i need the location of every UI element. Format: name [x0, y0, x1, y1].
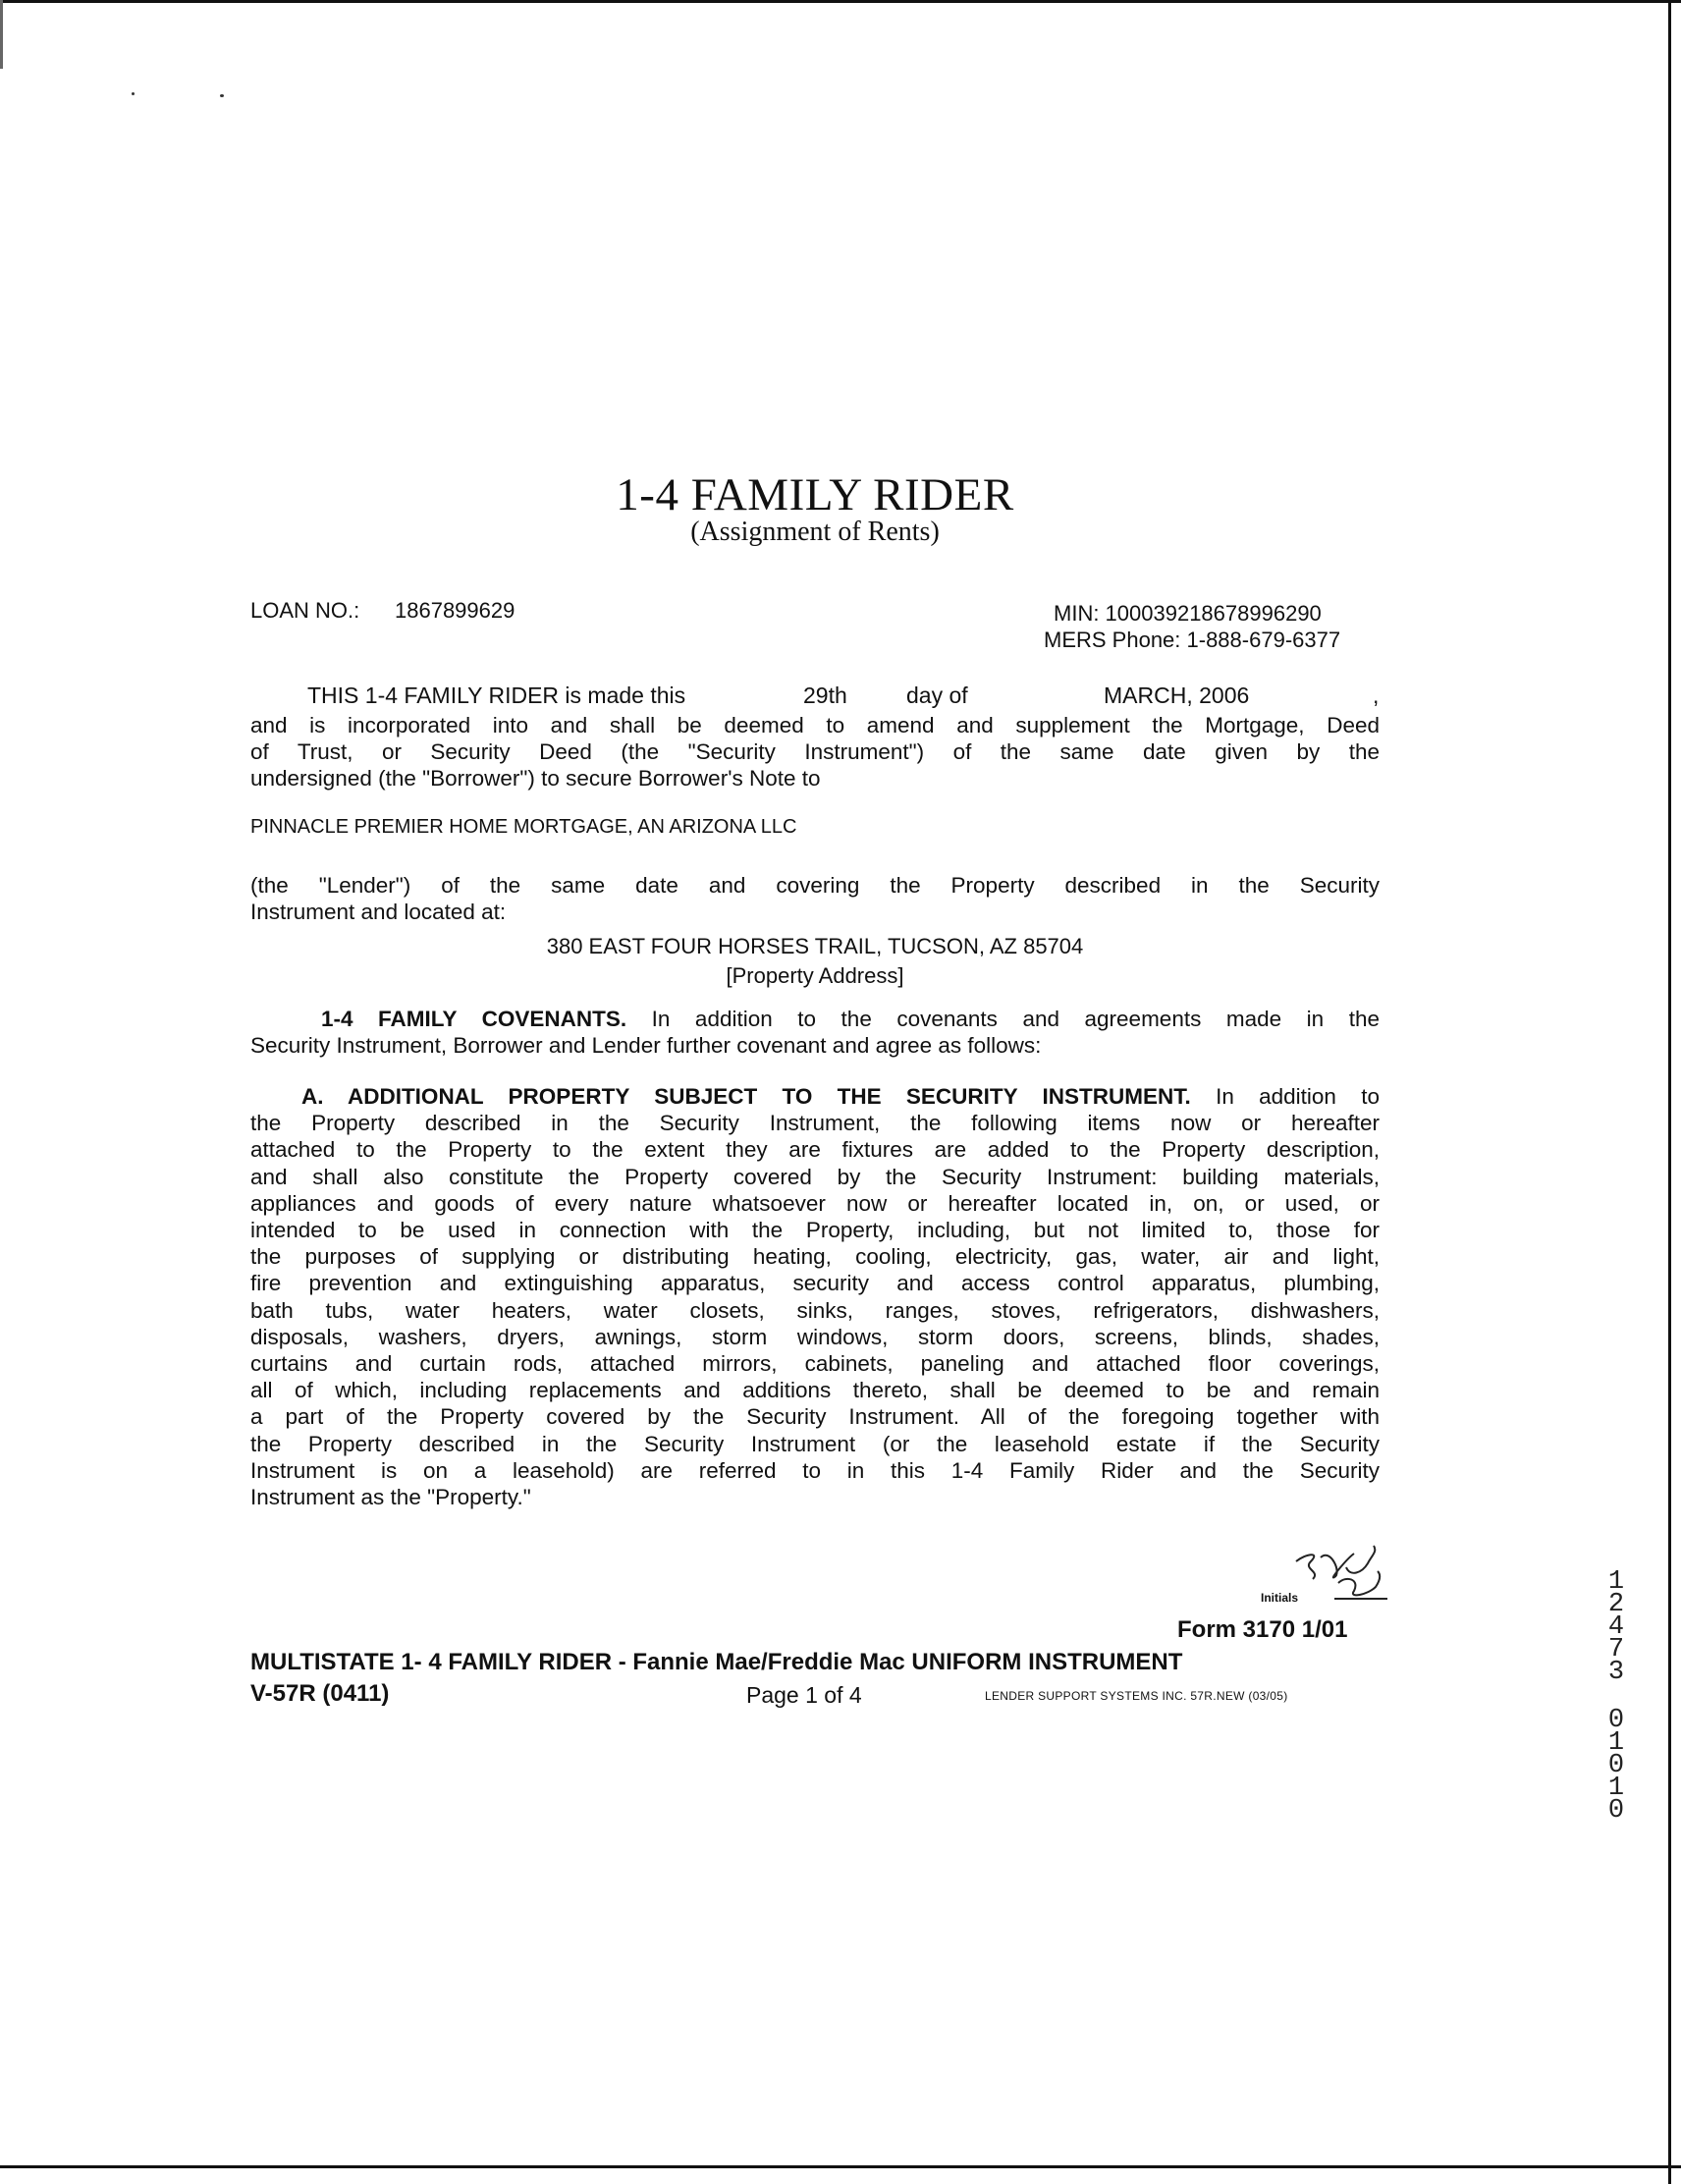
page-border-top [0, 0, 1681, 3]
stamp-digit: 1 [1607, 1774, 1625, 1803]
intro-comma: , [1373, 682, 1380, 708]
scan-speck [132, 92, 135, 95]
section-a-line: appliances and goods of every nature whatsoever now or hereafter located in, on, or used, or [250, 1190, 1380, 1216]
section-a-first-line [250, 1083, 1380, 1110]
stamp-digit: 4 [1607, 1612, 1625, 1642]
section-a-line: and shall also constitute the Property covered by the Security Instrument: building materials, [250, 1164, 1380, 1189]
property-address: 380 EAST FOUR HORSES TRAIL, TUCSON, AZ 85704 [546, 934, 1084, 958]
mers-phone: MERS Phone: 1-888-679-6377 [1044, 628, 1341, 652]
loan-number: 1867899629 [395, 598, 515, 623]
section-a-line: attached to the Property to the extent they are fixtures are added to the Property description, [250, 1137, 1380, 1163]
rider-day: 29th [803, 682, 847, 708]
section-a-line: disposals, washers, dryers, awnings, storm windows, storm doors, screens, blinds, shades, [250, 1324, 1380, 1349]
stamp-digit: 0 [1607, 1706, 1625, 1735]
margin-stamp [1599, 1567, 1634, 1826]
intro-line: of Trust, or Security Deed (the "Security Instrument") of the same date given by the [250, 739, 1380, 765]
document-title: 1-4 FAMILY RIDER [616, 469, 1014, 520]
section-a-text: In addition to [1216, 1084, 1380, 1109]
section-a-line: fire prevention and extinguishing apparatus, security and access control apparatus, plumbing, [250, 1271, 1380, 1296]
property-address-label: [Property Address] [726, 963, 904, 988]
covenants-heading: 1-4 FAMILY COVENANTS. [321, 1007, 627, 1031]
stamp-digit: 0 [1607, 1751, 1625, 1780]
section-a-line: the purposes of supplying or distributing heating, cooling, electricity, gas, water, air and light, [250, 1244, 1380, 1270]
form-number: Form 3170 1/01 [1177, 1616, 1348, 1643]
stamp-digit: 0 [1607, 1796, 1625, 1826]
covenants-text: In addition to the covenants and agreements made in the [651, 1007, 1380, 1031]
section-a-line: Instrument as the "Property." [250, 1485, 531, 1510]
section-a-line: bath tubs, water heaters, water closets, sinks, ranges, stoves, refrigerators, dishwashers, [250, 1297, 1380, 1323]
scan-speck [220, 94, 224, 97]
stamp-digit: 7 [1607, 1635, 1625, 1665]
rider-month-year: MARCH, 2006 [1104, 682, 1250, 708]
stamp-digit: 2 [1607, 1590, 1625, 1619]
section-a-line: Instrument is on a leasehold) are referred to in this 1-4 Family Rider and the Security [250, 1457, 1380, 1483]
section-a-line: curtains and curtain rods, attached mirrors, cabinets, paneling and attached floor coverings, [250, 1351, 1380, 1377]
section-a-heading: A. ADDITIONAL PROPERTY SUBJECT TO THE SECURITY INSTRUMENT. [301, 1084, 1191, 1109]
stamp-digit: 1 [1607, 1567, 1625, 1597]
section-a-paragraph [250, 1083, 1380, 1510]
intro-line: and is incorporated into and shall be deemed to amend and supplement the Mortgage, Deed [250, 713, 1380, 737]
lender-name: PINNACLE PREMIER HOME MORTGAGE, AN ARIZONA LLC [250, 816, 797, 838]
initials-label: Initials [1261, 1591, 1299, 1605]
covenants-paragraph [250, 1006, 1380, 1059]
scan-edge-mark [0, 0, 3, 69]
lender-line: (the "Lender") of the same date and covering the Property described in the Security [250, 873, 1380, 898]
multistate-title: MULTISTATE 1- 4 FAMILY RIDER - Fannie Mae/Freddie Mac UNIFORM INSTRUMENT [250, 1649, 1183, 1675]
min-number: MIN: 100039218678996290 [1054, 601, 1322, 626]
covenants-first-line [250, 1006, 1380, 1032]
section-a-line: intended to be used in connection with the Property, including, but not limited to, those for [250, 1218, 1380, 1243]
stamp-digit: 3 [1607, 1658, 1625, 1687]
loan-number-label: LOAN NO.: [250, 598, 360, 623]
document-subtitle: (Assignment of Rents) [690, 517, 940, 547]
lender-paragraph [250, 872, 1380, 925]
stamp-digit: 1 [1607, 1728, 1625, 1758]
section-a-line: the Property described in the Security Instrument (or the leasehold estate if the Security [250, 1431, 1380, 1456]
form-code: V-57R (0411) [250, 1680, 390, 1707]
section-a-line: all of which, including replacements and additions thereto, shall be deemed to be and remain [250, 1378, 1380, 1403]
intro-line: undersigned (the "Borrower") to secure Borrower's Note to [250, 766, 821, 792]
page-number: Page 1 of 4 [746, 1682, 862, 1708]
section-a-line: a part of the Property covered by the Security Instrument. All of the foregoing together with [250, 1404, 1380, 1430]
intro-paragraph [250, 712, 1380, 792]
section-a-line: the Property described in the Security Instrument, the following items now or hereafter [250, 1111, 1380, 1136]
page-border-right [1668, 0, 1671, 2184]
vendor-line: LENDER SUPPORT SYSTEMS INC. 57R.NEW (03/05) [985, 1689, 1288, 1703]
page-border-bottom [0, 2165, 1681, 2168]
covenants-line: Security Instrument, Borrower and Lender further covenant and agree as follows: [250, 1033, 1042, 1059]
intro-day-of: day of [906, 682, 968, 708]
intro-made-this: THIS 1-4 FAMILY RIDER is made this [307, 682, 686, 708]
lender-line: Instrument and located at: [250, 900, 507, 925]
